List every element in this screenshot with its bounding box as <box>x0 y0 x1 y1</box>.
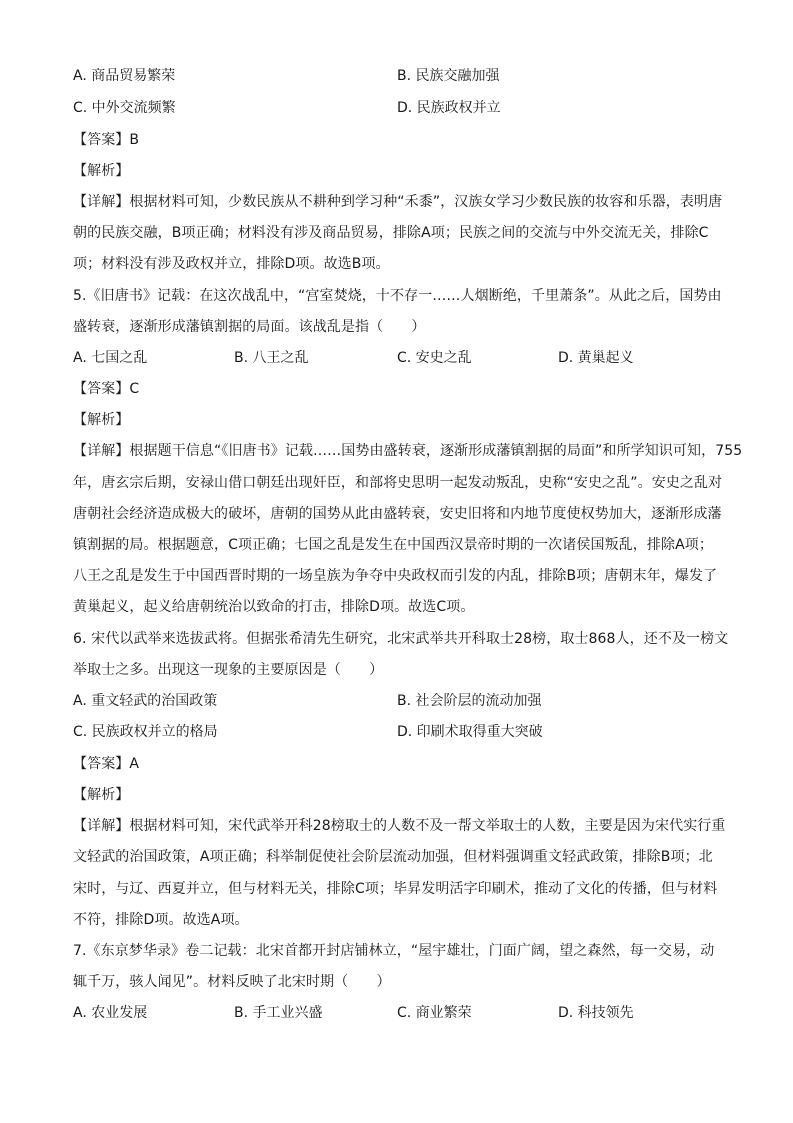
option-c: C. 商业繁荣 <box>397 1005 472 1021</box>
question-stem: 辄千万，骇人闻见”。材料反映了北宋时期（ ） <box>73 974 391 990</box>
detail-text: 【详解】根据题干信息“《旧唐书》记载……国势由盛转衰，逐渐形成藩镇割据的局面”和所学知识可知，755 <box>73 443 743 459</box>
option-c: C. 中外交流频繁 <box>73 100 176 116</box>
detail-text: 文轻武的治国政策，A项正确；科举制促使社会阶层流动加强，但材料强调重文轻武政策，排除B项；北 <box>73 849 713 865</box>
option-b: B. 手工业兴盛 <box>234 1005 323 1021</box>
option-a: A. 农业发展 <box>73 1005 148 1021</box>
option-b: B. 社会阶层的流动加强 <box>397 693 542 709</box>
detail-text: 八王之乱是发生于中国西晋时期的一场皇族为争夺中央政权而引发的内乱，排除B项；唐朝末年，爆发了 <box>73 568 718 584</box>
detail-text: 宋时，与辽、西夏并立，但与材料无关，排除C项；毕昇发明活字印刷术，推动了文化的传播，但与材料 <box>73 881 718 897</box>
analysis-label: 【解析】 <box>73 412 130 428</box>
option-a: A. 重文轻武的治国政策 <box>73 693 218 709</box>
option-a: A. 商品贸易繁荣 <box>73 68 176 84</box>
question-stem: 5.《旧唐书》记载：在这次战乱中，“宫室焚烧，十不存一……人烟断绝，千里萧条”。从此之后，国势由 <box>73 288 722 304</box>
option-d: D. 黄巢起义 <box>558 350 634 366</box>
detail-text: 【详解】根据材料可知，少数民族从不耕种到学习种“禾黍”，汉族女学习少数民族的妆容和乐器，表明唐 <box>73 194 723 210</box>
option-d: D. 民族政权并立 <box>397 100 501 116</box>
option-d: D. 印刷术取得重大突破 <box>397 724 543 740</box>
detail-text: 项；材料没有涉及政权并立，排除D项。故选B项。 <box>73 256 390 272</box>
detail-text: 年，唐玄宗后期，安禄山借口朝廷出现奸臣，和部将史思明一起发动叛乱，史称“安史之乱”。安史之乱对 <box>73 475 723 491</box>
detail-text: 唐朝社会经济造成极大的破坏，唐朝的国势从此由盛转衰，安史旧将和内地节度使权势加大，逐渐形成藩 <box>73 506 722 522</box>
answer-label: 【答案】A <box>73 756 140 772</box>
detail-text: 不符，排除D项。故选A项。 <box>73 912 249 928</box>
detail-text: 镇割据的局。根据题意，C项正确；七国之乱是发生在中国西汉景帝时期的一次诸侯国叛乱，排除A项； <box>73 537 713 553</box>
detail-text: 朝的民族交融，B项正确；材料没有涉及商品贸易，排除A项；民族之间的交流与中外交流无关，排除C <box>73 225 709 241</box>
question-stem: 盛转衰，逐渐形成藩镇割据的局面。该战乱是指（ ） <box>73 319 426 335</box>
option-a: A. 七国之乱 <box>73 350 148 366</box>
answer-label: 【答案】C <box>73 381 140 397</box>
question-stem: 举取士之多。出现这一现象的主要原因是（ ） <box>73 662 384 678</box>
analysis-label: 【解析】 <box>73 787 130 803</box>
detail-text: 黄巢起义，起义给唐朝统治以致命的打击，排除D项。故选C项。 <box>73 599 475 615</box>
question-stem: 7.《东京梦华录》卷二记载：北宋首都开封店铺林立，“屋宇雄壮，门面广阔，望之森然，每一交易，动 <box>73 943 715 959</box>
answer-label: 【答案】B <box>73 132 140 148</box>
option-c: C. 民族政权并立的格局 <box>73 724 218 740</box>
detail-text: 【详解】根据材料可知，宋代武举开科28榜取士的人数不及一帮文举取士的人数，主要是因为宋代实行重 <box>73 818 726 834</box>
option-b: B. 八王之乱 <box>234 350 309 366</box>
option-b: B. 民族交融加强 <box>397 68 500 84</box>
analysis-label: 【解析】 <box>73 163 130 179</box>
option-d: D. 科技领先 <box>558 1005 634 1021</box>
question-stem: 6. 宋代以武举来选拔武将。但据张希清先生研究，北宋武举共开科取士28榜，取士868人，还不及一榜文 <box>73 631 729 647</box>
option-c: C. 安史之乱 <box>397 350 472 366</box>
